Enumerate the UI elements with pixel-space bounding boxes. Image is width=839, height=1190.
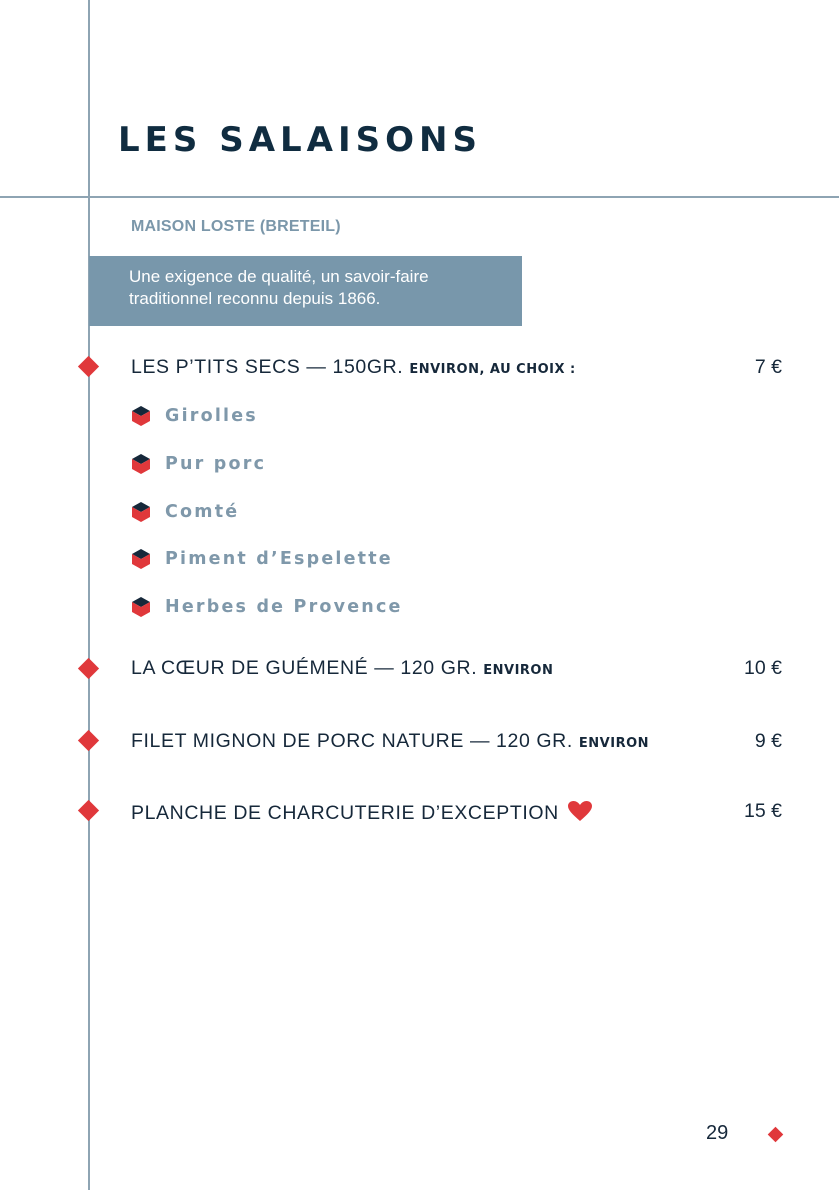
choice-label: Piment d’Espelette	[165, 549, 393, 569]
item-label: PLANCHE DE CHARCUTERIE D’EXCEPTION	[131, 802, 559, 824]
menu-item-price: 10 €	[744, 657, 782, 679]
cube-icon	[131, 453, 151, 475]
item-label: FILET MIGNON DE PORC NATURE — 120 GR.	[131, 730, 573, 752]
supplier-description	[89, 256, 522, 326]
menu-item-price: 7 €	[754, 356, 782, 378]
menu-item-name	[131, 657, 553, 680]
horizontal-rule	[0, 196, 839, 198]
menu-item-price: 15 €	[744, 800, 782, 822]
vertical-rule	[88, 0, 90, 1190]
choice-label: Girolles	[165, 406, 258, 426]
menu-item-name	[131, 356, 576, 379]
choice-item	[131, 500, 239, 524]
page-title: LES SALAISONS	[118, 120, 482, 160]
diamond-icon	[78, 800, 99, 821]
diamond-icon	[78, 730, 99, 751]
description-line-1: Une exigence de qualité, un savoir-faire	[129, 267, 429, 286]
choice-label: Comté	[165, 502, 240, 522]
choice-item	[131, 452, 266, 476]
item-note: ENVIRON	[578, 736, 650, 751]
menu-item-name	[131, 800, 593, 825]
choice-label: Herbes de Provence	[165, 597, 403, 617]
cube-icon	[131, 501, 151, 523]
item-label: LES P’TITS SECS — 150GR.	[131, 356, 404, 378]
cube-icon	[131, 596, 151, 618]
diamond-icon	[768, 1127, 784, 1143]
choice-item	[131, 547, 393, 571]
cube-icon	[131, 405, 151, 427]
diamond-icon	[78, 356, 99, 377]
supplier-name: MAISON LOSTE (BRETEIL)	[131, 218, 341, 235]
heart-icon	[567, 800, 593, 822]
menu-item-name	[131, 730, 649, 753]
choice-item	[131, 595, 403, 619]
menu-item-price: 9 €	[754, 730, 782, 752]
description-line-2: traditionnel reconnu depuis 1866.	[129, 289, 381, 308]
item-note: ENVIRON	[483, 663, 554, 678]
page-number: 29	[706, 1122, 729, 1144]
choice-label: Pur porc	[165, 454, 267, 474]
item-note: ENVIRON, AU CHOIX :	[409, 362, 576, 377]
diamond-icon	[78, 658, 99, 679]
item-label: LA CŒUR DE GUÉMENÉ — 120 GR.	[131, 657, 478, 679]
choice-item	[131, 404, 258, 428]
cube-icon	[131, 548, 151, 570]
